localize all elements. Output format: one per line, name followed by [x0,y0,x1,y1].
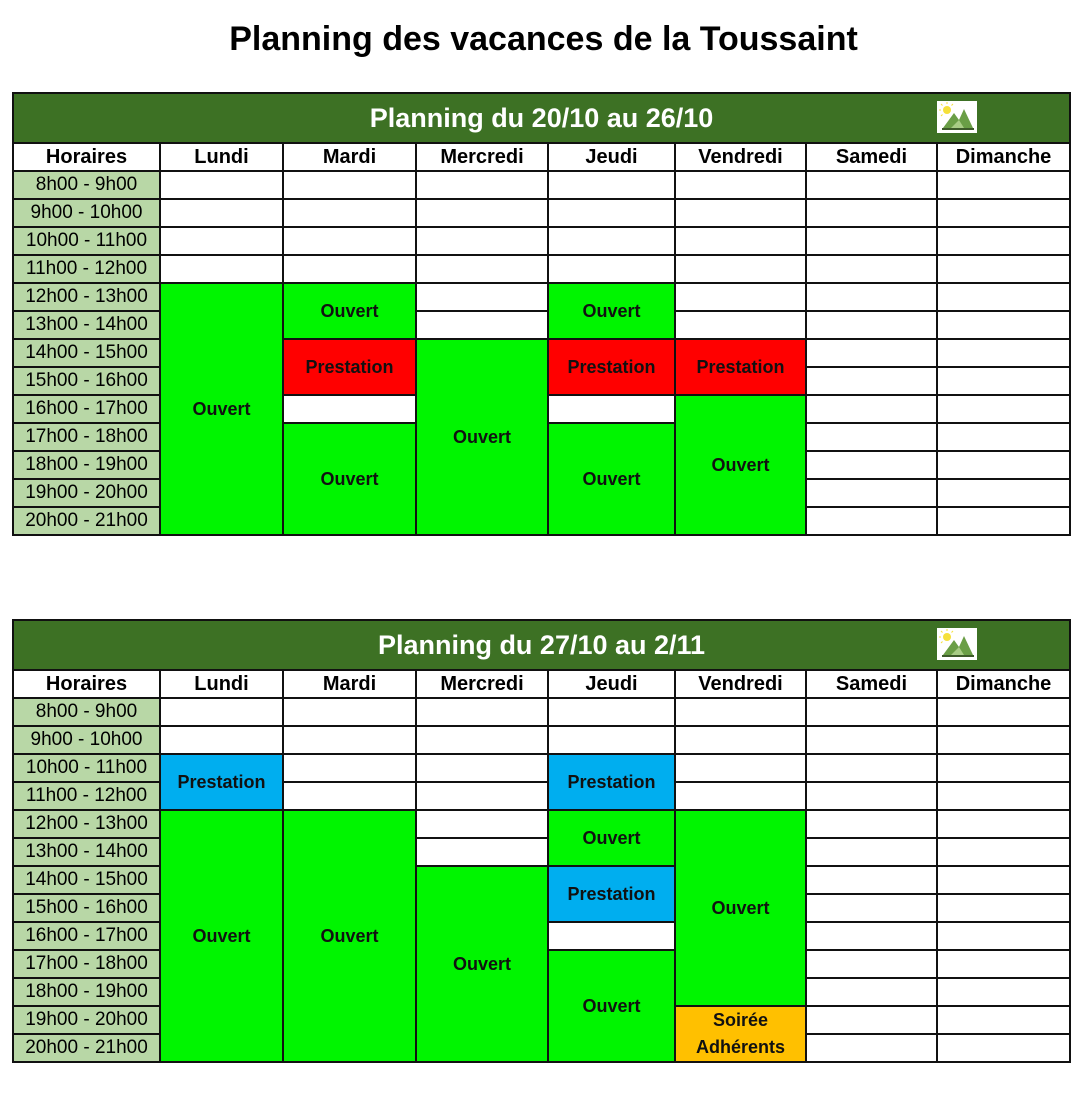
ouvert-block[interactable]: Ouvert [416,339,548,535]
empty-slot-cell[interactable] [937,311,1070,339]
empty-slot-cell[interactable] [160,255,283,283]
empty-slot-cell[interactable] [675,171,806,199]
empty-slot-cell[interactable] [548,698,675,726]
ouvert-block[interactable]: Ouvert [160,810,283,1062]
empty-slot-cell[interactable] [283,726,416,754]
empty-slot-cell[interactable] [937,423,1070,451]
empty-slot-cell[interactable] [806,395,937,423]
empty-slot-cell[interactable] [806,479,937,507]
empty-slot-cell[interactable] [937,1006,1070,1034]
time-slot-label: 17h00 - 18h00 [13,950,160,978]
ouvert-block[interactable]: Ouvert [283,810,416,1062]
empty-slot-cell[interactable] [806,726,937,754]
empty-slot-cell[interactable] [937,894,1070,922]
empty-slot-cell[interactable] [937,339,1070,367]
time-slot-label: 14h00 - 15h00 [13,339,160,367]
ouvert-block[interactable]: Ouvert [548,810,675,866]
ouvert-block[interactable]: Ouvert [548,423,675,535]
empty-slot-cell[interactable] [937,479,1070,507]
ouvert-block[interactable]: Ouvert [283,283,416,339]
empty-slot-cell[interactable] [675,726,806,754]
time-slot-label: 13h00 - 14h00 [13,311,160,339]
prestation-block[interactable]: Prestation [548,339,675,395]
schedule-table [12,92,1071,536]
empty-slot-cell[interactable] [675,311,806,339]
empty-slot-cell[interactable] [806,1034,937,1062]
column-header-dimanche: Dimanche [937,670,1070,698]
empty-slot-cell[interactable] [937,726,1070,754]
empty-slot-cell[interactable] [806,311,937,339]
empty-slot-cell[interactable] [160,698,283,726]
empty-slot-cell[interactable] [283,395,416,423]
time-slot-label: 18h00 - 19h00 [13,978,160,1006]
empty-slot-cell[interactable] [806,227,937,255]
empty-slot-cell[interactable] [416,311,548,339]
empty-slot-cell[interactable] [937,451,1070,479]
week-title-text: Planning du 27/10 au 2/11 [377,629,706,660]
empty-slot-cell[interactable] [806,782,937,810]
page-title: Planning des vacances de la Toussaint [229,20,858,58]
empty-slot-cell[interactable] [416,726,548,754]
empty-slot-cell[interactable] [937,367,1070,395]
empty-slot-cell[interactable] [806,367,937,395]
mountain-sun-logo-icon [937,628,977,660]
column-header-horaires: Horaires [13,143,160,171]
empty-slot-cell[interactable] [283,782,416,810]
column-header-mercredi: Mercredi [416,143,548,171]
time-slot-label: 16h00 - 17h00 [13,395,160,423]
column-header-jeudi: Jeudi [548,143,675,171]
prestation-block[interactable]: Prestation [283,339,416,395]
time-slot-label: 18h00 - 19h00 [13,451,160,479]
empty-slot-cell[interactable] [806,978,937,1006]
time-slot-label: 16h00 - 17h00 [13,922,160,950]
empty-slot-cell[interactable] [806,255,937,283]
column-header-mardi: Mardi [283,143,416,171]
empty-slot-cell[interactable] [416,810,548,838]
empty-slot-cell[interactable] [675,754,806,782]
empty-slot-cell[interactable] [937,978,1070,1006]
time-row [13,171,1070,199]
empty-slot-cell[interactable] [675,199,806,227]
empty-slot-cell[interactable] [283,227,416,255]
empty-slot-cell[interactable] [937,838,1070,866]
empty-slot-cell[interactable] [675,782,806,810]
prestation-block[interactable]: Prestation [548,866,675,922]
time-slot-label: 12h00 - 13h00 [13,283,160,311]
time-row [13,810,1070,838]
empty-slot-cell[interactable] [416,283,548,311]
empty-slot-cell[interactable] [937,199,1070,227]
time-slot-label: 9h00 - 10h00 [13,199,160,227]
empty-slot-cell[interactable] [806,950,937,978]
empty-slot-cell[interactable] [283,171,416,199]
time-slot-label: 11h00 - 12h00 [13,255,160,283]
empty-slot-cell[interactable] [160,199,283,227]
empty-slot-cell[interactable] [937,810,1070,838]
empty-slot-cell[interactable] [160,171,283,199]
empty-slot-cell[interactable] [548,726,675,754]
time-row [13,199,1070,227]
column-header-lundi: Lundi [160,670,283,698]
empty-slot-cell[interactable] [806,838,937,866]
time-slot-label: 20h00 - 21h00 [13,1034,160,1062]
empty-slot-cell[interactable] [160,227,283,255]
empty-slot-cell[interactable] [806,922,937,950]
empty-slot-cell[interactable] [416,698,548,726]
time-slot-label: 9h00 - 10h00 [13,726,160,754]
week-title [13,93,1070,143]
ouvert-block[interactable]: Ouvert [548,283,675,339]
empty-slot-cell[interactable] [283,698,416,726]
empty-slot-cell[interactable] [937,782,1070,810]
empty-slot-cell[interactable] [806,199,937,227]
empty-slot-cell[interactable] [416,227,548,255]
empty-slot-cell[interactable] [806,423,937,451]
empty-slot-cell[interactable] [548,395,675,423]
time-slot-label: 19h00 - 20h00 [13,479,160,507]
week-planning-1 [12,92,1069,536]
empty-slot-cell[interactable] [937,922,1070,950]
time-slot-label: 20h00 - 21h00 [13,507,160,535]
empty-slot-cell[interactable] [416,255,548,283]
empty-slot-cell[interactable] [806,283,937,311]
empty-slot-cell[interactable] [548,255,675,283]
column-header-dimanche: Dimanche [937,143,1070,171]
empty-slot-cell[interactable] [416,171,548,199]
time-row [13,227,1070,255]
prestation-block[interactable]: Prestation [548,754,675,810]
time-slot-label: 8h00 - 9h00 [13,171,160,199]
ouvert-block[interactable]: Ouvert [283,423,416,535]
empty-slot-cell[interactable] [416,782,548,810]
time-slot-label: 19h00 - 20h00 [13,1006,160,1034]
ouvert-block[interactable]: Ouvert [675,395,806,535]
column-header-mercredi: Mercredi [416,670,548,698]
empty-slot-cell[interactable] [806,894,937,922]
empty-slot-cell[interactable] [937,227,1070,255]
empty-slot-cell[interactable] [283,199,416,227]
column-header-vendredi: Vendredi [675,670,806,698]
empty-slot-cell[interactable] [937,395,1070,423]
empty-slot-cell[interactable] [806,339,937,367]
empty-slot-cell[interactable] [806,507,937,535]
empty-slot-cell[interactable] [937,866,1070,894]
time-slot-label: 15h00 - 16h00 [13,367,160,395]
empty-slot-cell[interactable] [937,754,1070,782]
empty-slot-cell[interactable] [937,1034,1070,1062]
empty-slot-cell[interactable] [416,838,548,866]
column-header-vendredi: Vendredi [675,143,806,171]
soiree-adherents-block[interactable]: Soirée Adhérents [675,1006,806,1062]
column-header-samedi: Samedi [806,670,937,698]
time-slot-label: 15h00 - 16h00 [13,894,160,922]
time-slot-label: 17h00 - 18h00 [13,423,160,451]
ouvert-block[interactable]: Ouvert [160,283,283,535]
ouvert-block[interactable]: Ouvert [416,866,548,1062]
time-row [13,698,1070,726]
time-row [13,255,1070,283]
schedule-table [12,619,1071,1063]
empty-slot-cell[interactable] [160,726,283,754]
empty-slot-cell[interactable] [548,199,675,227]
empty-slot-cell[interactable] [937,255,1070,283]
mountain-sun-logo-icon [937,101,977,133]
empty-slot-cell[interactable] [806,171,937,199]
empty-slot-cell[interactable] [548,171,675,199]
column-header-mardi: Mardi [283,670,416,698]
prestation-block[interactable]: Prestation [160,754,283,810]
empty-slot-cell[interactable] [675,255,806,283]
empty-slot-cell[interactable] [416,199,548,227]
time-slot-label: 10h00 - 11h00 [13,227,160,255]
time-row [13,754,1070,782]
time-slot-label: 14h00 - 15h00 [13,866,160,894]
empty-slot-cell[interactable] [675,227,806,255]
empty-slot-cell[interactable] [937,507,1070,535]
empty-slot-cell[interactable] [806,810,937,838]
empty-slot-cell[interactable] [806,1006,937,1034]
empty-slot-cell[interactable] [416,754,548,782]
empty-slot-cell[interactable] [548,922,675,950]
week-title-text: Planning du 20/10 au 26/10 [369,102,714,133]
empty-slot-cell[interactable] [283,255,416,283]
prestation-block[interactable]: Prestation [675,339,806,395]
column-header-lundi: Lundi [160,143,283,171]
time-row [13,726,1070,754]
empty-slot-cell[interactable] [548,227,675,255]
time-slot-label: 12h00 - 13h00 [13,810,160,838]
empty-slot-cell[interactable] [806,698,937,726]
empty-slot-cell[interactable] [675,698,806,726]
empty-slot-cell[interactable] [937,950,1070,978]
empty-slot-cell[interactable] [937,283,1070,311]
empty-slot-cell[interactable] [937,698,1070,726]
empty-slot-cell[interactable] [283,754,416,782]
column-header-samedi: Samedi [806,143,937,171]
week-planning-2 [12,619,1069,1063]
empty-slot-cell[interactable] [806,754,937,782]
empty-slot-cell[interactable] [675,283,806,311]
empty-slot-cell[interactable] [806,866,937,894]
time-slot-label: 11h00 - 12h00 [13,782,160,810]
time-slot-label: 13h00 - 14h00 [13,838,160,866]
empty-slot-cell[interactable] [937,171,1070,199]
column-header-jeudi: Jeudi [548,670,675,698]
ouvert-block[interactable]: Ouvert [548,950,675,1062]
empty-slot-cell[interactable] [806,451,937,479]
time-slot-label: 8h00 - 9h00 [13,698,160,726]
week-title [13,620,1070,670]
column-header-horaires: Horaires [13,670,160,698]
time-row [13,283,1070,311]
time-slot-label: 10h00 - 11h00 [13,754,160,782]
ouvert-block[interactable]: Ouvert [675,810,806,1006]
